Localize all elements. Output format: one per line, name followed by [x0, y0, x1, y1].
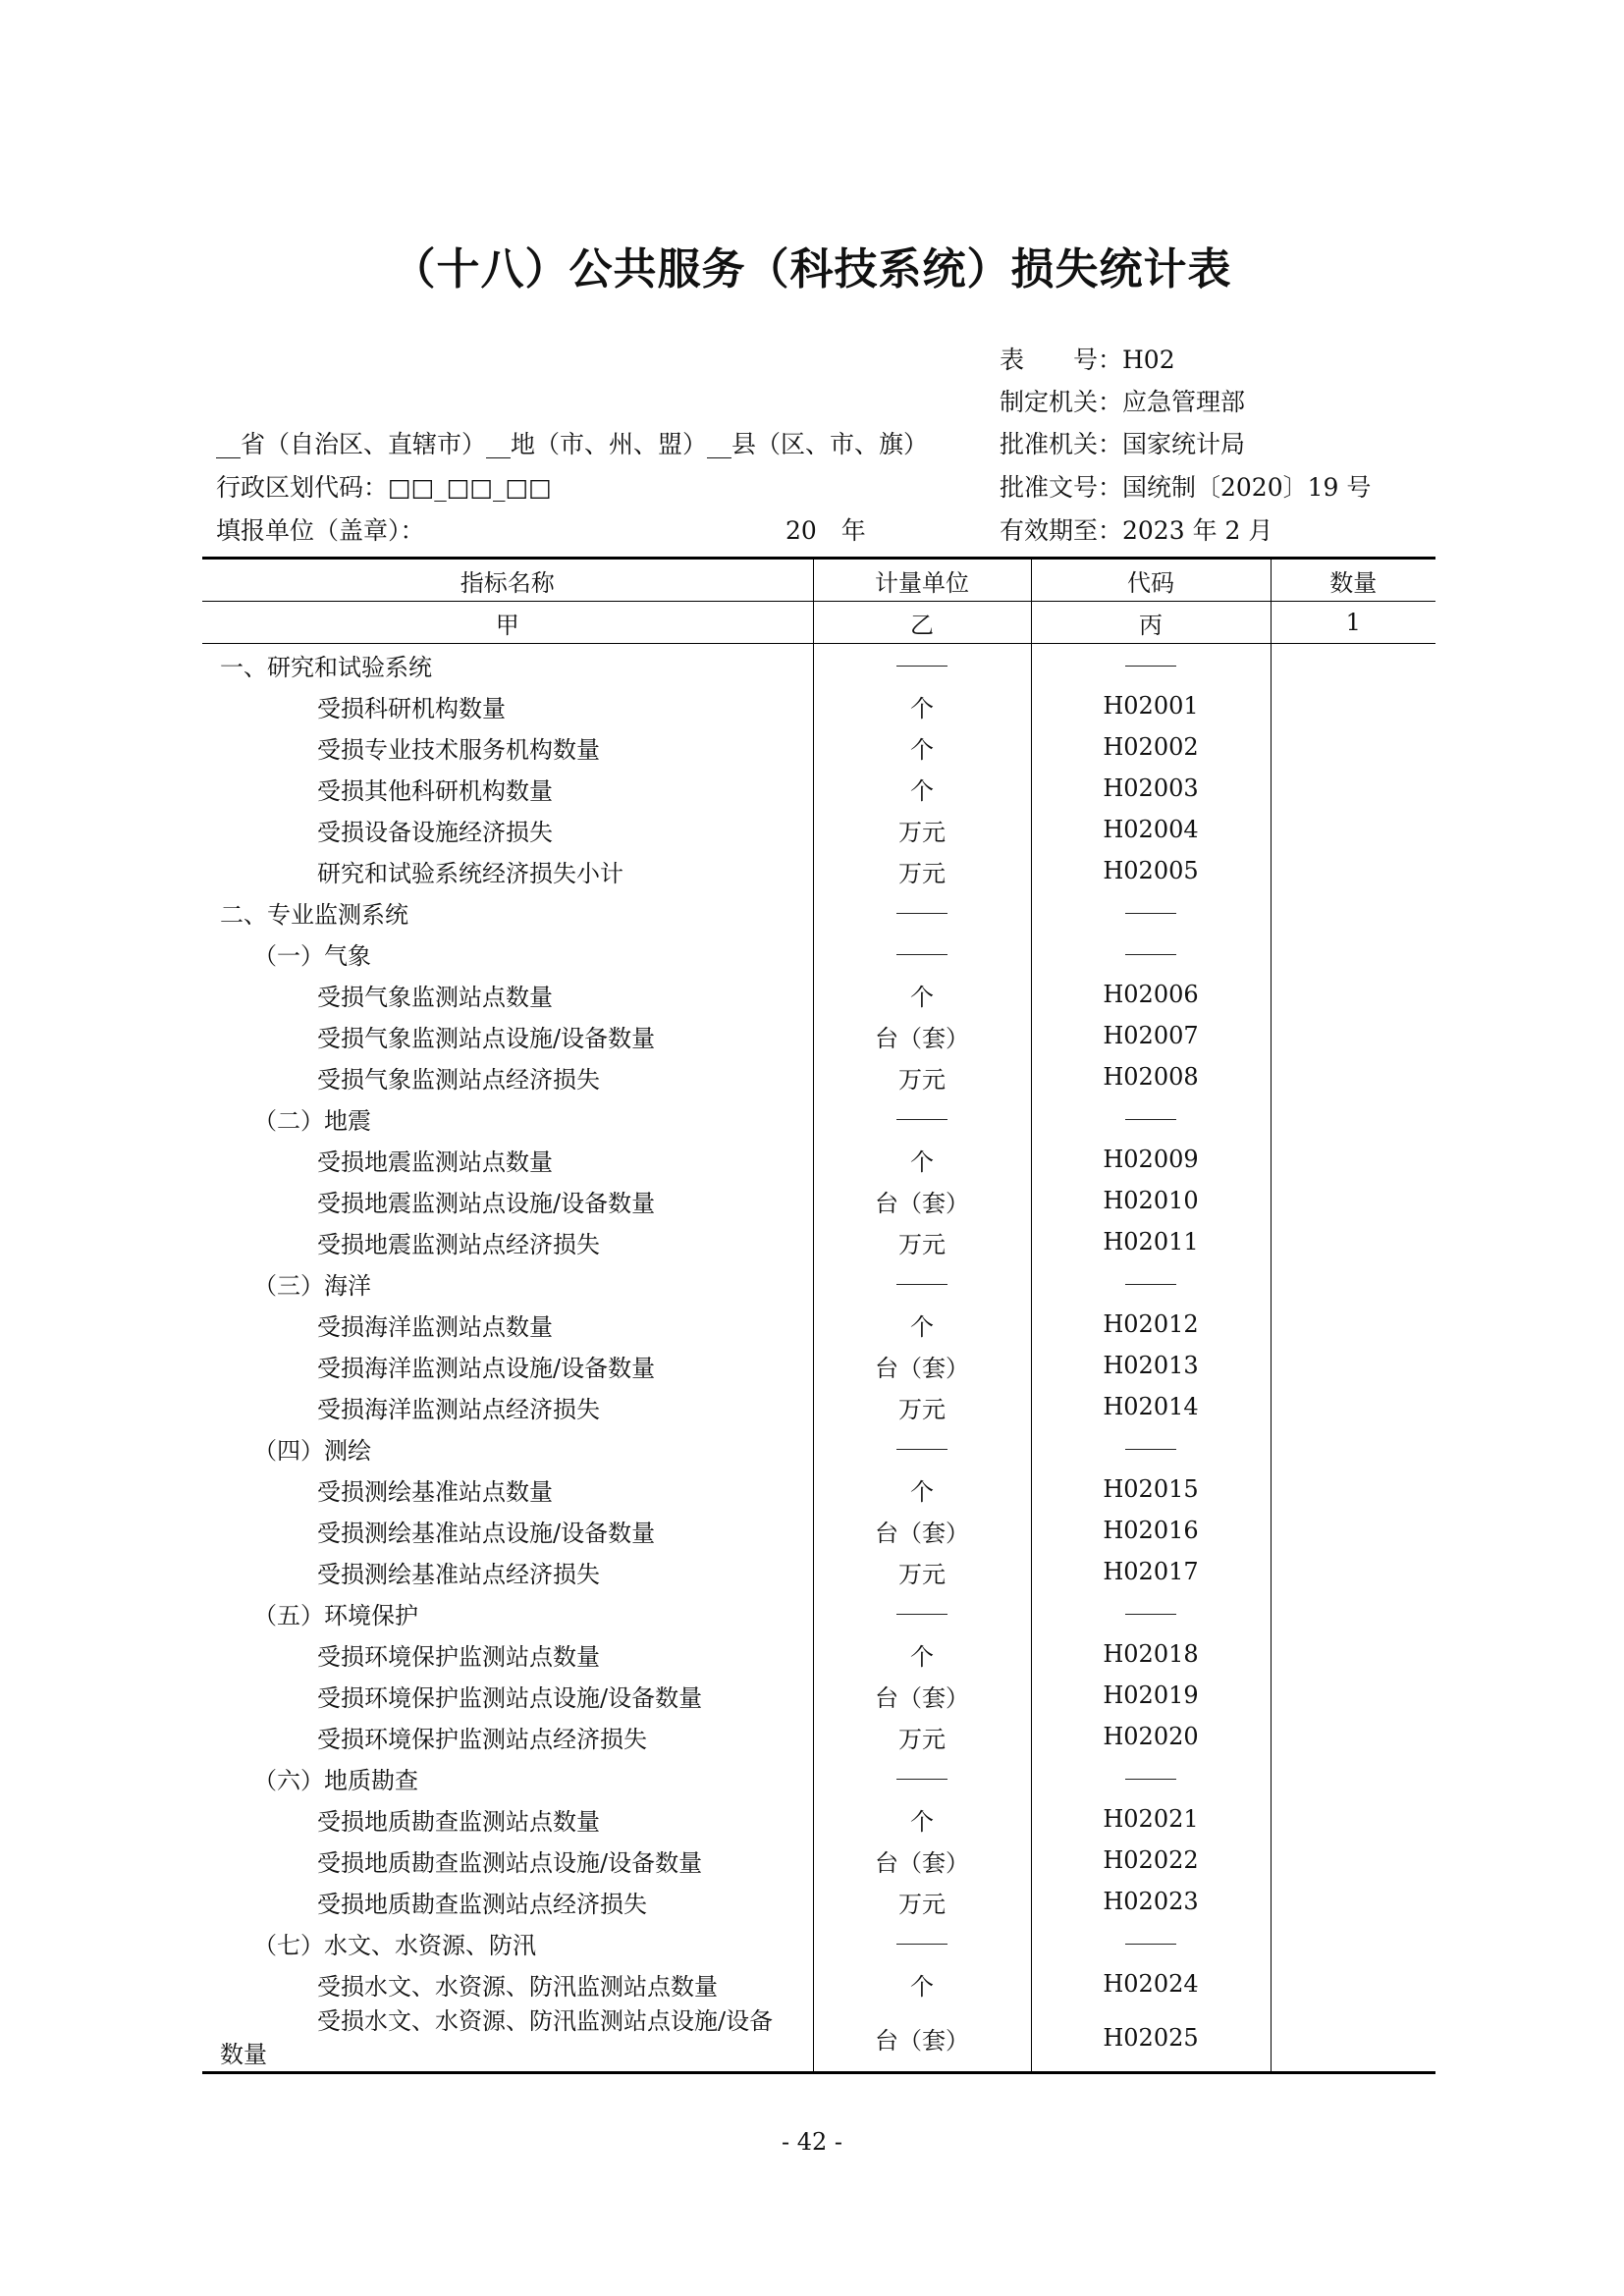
row-code: [1031, 1592, 1271, 1633]
row-name: （二）地震: [253, 1106, 371, 1135]
dash-placeholder: [896, 1119, 947, 1120]
table-row: [202, 933, 1435, 974]
table-row: [202, 1345, 1435, 1386]
table-row: [202, 809, 1435, 850]
header-unit: 计量单位: [813, 559, 1031, 602]
row-unit: 万元: [813, 850, 1031, 891]
row-code: H02017: [1031, 1551, 1271, 1592]
row-quantity-input[interactable]: [1271, 1551, 1435, 1592]
row-code: [1031, 1757, 1271, 1798]
meta-approving-authority: 批准机关：国家统计局: [1000, 430, 1246, 458]
row-quantity-input[interactable]: [1271, 1840, 1435, 1881]
row-quantity-input: [1271, 644, 1435, 686]
row-quantity-input: [1271, 1097, 1435, 1139]
row-code: H02018: [1031, 1633, 1271, 1675]
meta-form-number: 表 号：H02: [1000, 346, 1175, 374]
subheader-a: 甲: [202, 602, 813, 644]
row-quantity-input[interactable]: [1271, 1056, 1435, 1097]
row-name: 受损海洋监测站点经济损失: [317, 1395, 600, 1423]
row-name: 受损环境保护监测站点经济损失: [317, 1725, 647, 1753]
reporting-unit-field[interactable]: 填报单位（盖章）：: [216, 516, 425, 545]
meta-issuing-authority: 制定机关：应急管理部: [1000, 388, 1246, 416]
region-field[interactable]: __省（自治区、直辖市）__地（市、州、盟）__县（区、市、旗）: [216, 430, 929, 458]
row-quantity-input[interactable]: [1271, 1716, 1435, 1757]
row-quantity-input: [1271, 1427, 1435, 1468]
table-row: [202, 1262, 1435, 1304]
table-row: [202, 1139, 1435, 1180]
dash-placeholder: [1125, 1614, 1176, 1615]
row-code: [1031, 644, 1271, 686]
table-row: [202, 1592, 1435, 1633]
table-row: [202, 891, 1435, 933]
row-quantity-input[interactable]: [1271, 1345, 1435, 1386]
row-code: H02015: [1031, 1468, 1271, 1510]
row-code: H02022: [1031, 1840, 1271, 1881]
row-name: （七）水文、水资源、防汛: [253, 1931, 536, 1959]
row-code: H02003: [1031, 768, 1271, 809]
table-row: [202, 768, 1435, 809]
dash-placeholder: [896, 1449, 947, 1450]
row-unit: 个: [813, 1963, 1031, 2004]
row-name: 受损环境保护监测站点数量: [317, 1642, 600, 1671]
row-name: （四）测绘: [253, 1436, 371, 1465]
table-row: [202, 685, 1435, 726]
row-unit: 台（套）: [813, 1015, 1031, 1056]
dash-placeholder: [1125, 1119, 1176, 1120]
row-unit: [813, 891, 1031, 933]
row-name: 受损水文、水资源、防汛监测站点设施/设备 数量: [202, 2004, 813, 2073]
table-subheader-row: [202, 602, 1435, 644]
row-code: H02008: [1031, 1056, 1271, 1097]
row-unit: 万元: [813, 1221, 1031, 1262]
row-unit: 万元: [813, 1881, 1031, 1922]
row-unit: 个: [813, 768, 1031, 809]
table-row: [202, 1221, 1435, 1262]
row-unit: 个: [813, 726, 1031, 768]
row-unit: [813, 1592, 1031, 1633]
row-name: 受损地质勘查监测站点经济损失: [317, 1890, 647, 1918]
row-quantity-input[interactable]: [1271, 1386, 1435, 1427]
row-quantity-input[interactable]: [1271, 726, 1435, 768]
row-unit: 台（套）: [813, 1510, 1031, 1551]
row-name: 受损地质勘查监测站点设施/设备数量: [317, 1848, 703, 1877]
row-quantity-input: [1271, 1262, 1435, 1304]
row-code: H02011: [1031, 1221, 1271, 1262]
row-quantity-input: [1271, 1592, 1435, 1633]
row-code: [1031, 1097, 1271, 1139]
table-row: [202, 1304, 1435, 1345]
row-name: 受损测绘基准站点设施/设备数量: [317, 1519, 656, 1547]
table-row: [202, 644, 1435, 686]
dash-placeholder: [896, 913, 947, 914]
row-quantity-input: [1271, 1757, 1435, 1798]
row-unit: [813, 644, 1031, 686]
row-quantity-input[interactable]: [1271, 1180, 1435, 1221]
row-code: H02012: [1031, 1304, 1271, 1345]
row-name: 受损专业技术服务机构数量: [317, 735, 600, 764]
row-name: 研究和试验系统经济损失小计: [317, 859, 623, 887]
dash-placeholder: [896, 954, 947, 955]
row-name: 受损地震监测站点经济损失: [317, 1230, 600, 1258]
row-quantity-input: [1271, 891, 1435, 933]
table-row: [202, 1551, 1435, 1592]
dash-placeholder: [896, 1614, 947, 1615]
dash-placeholder: [1125, 1779, 1176, 1780]
table-header-row: [202, 559, 1435, 602]
row-quantity-input[interactable]: [1271, 974, 1435, 1015]
row-code: H02010: [1031, 1180, 1271, 1221]
row-quantity-input: [1271, 1922, 1435, 1963]
row-name: 受损海洋监测站点设施/设备数量: [317, 1354, 656, 1382]
row-unit: 个: [813, 1304, 1031, 1345]
row-quantity-input[interactable]: [1271, 1221, 1435, 1262]
dash-placeholder: [896, 666, 947, 667]
row-quantity-input[interactable]: [1271, 1881, 1435, 1922]
row-code: H02004: [1031, 809, 1271, 850]
dash-placeholder: [896, 1944, 947, 1945]
table-row: [202, 974, 1435, 1015]
row-code: H02006: [1031, 974, 1271, 1015]
year-field[interactable]: 20 年: [785, 516, 866, 545]
table-row: [202, 1510, 1435, 1551]
table-row: [202, 1015, 1435, 1056]
row-code: H02021: [1031, 1798, 1271, 1840]
row-quantity-input[interactable]: [1271, 1633, 1435, 1675]
row-quantity-input[interactable]: [1271, 768, 1435, 809]
row-unit: 个: [813, 1468, 1031, 1510]
row-quantity-input[interactable]: [1271, 1675, 1435, 1716]
row-name: 受损水文、水资源、防汛监测站点数量: [317, 1972, 718, 2001]
header-code: 代码: [1031, 559, 1271, 602]
table-row: [202, 726, 1435, 768]
row-unit: 台（套）: [813, 1840, 1031, 1881]
row-code: [1031, 1922, 1271, 1963]
dash-placeholder: [1125, 666, 1176, 667]
row-quantity-input[interactable]: [1271, 1304, 1435, 1345]
row-code: H02005: [1031, 850, 1271, 891]
table-row: [202, 1757, 1435, 1798]
table-row: [202, 1922, 1435, 1963]
row-code: H02007: [1031, 1015, 1271, 1056]
page-title: （十八）公共服务（科技系统）损失统计表: [392, 244, 1232, 294]
row-code: H02014: [1031, 1386, 1271, 1427]
row-name: 受损设备设施经济损失: [317, 818, 553, 846]
table-row: [202, 1180, 1435, 1221]
row-unit: [813, 933, 1031, 974]
region-code-field[interactable]: 行政区划代码：□□_□□_□□: [216, 473, 552, 502]
table-row: [202, 850, 1435, 891]
row-code: [1031, 1262, 1271, 1304]
row-name: 受损地震监测站点设施/设备数量: [317, 1189, 656, 1217]
row-quantity-input[interactable]: [1271, 2004, 1435, 2073]
row-unit: [813, 1922, 1031, 1963]
dash-placeholder: [1125, 1944, 1176, 1945]
dash-placeholder: [896, 1284, 947, 1285]
meta-valid-until: 有效期至：2023 年 2 月: [1000, 516, 1273, 545]
dash-placeholder: [1125, 1284, 1176, 1285]
row-code: H02023: [1031, 1881, 1271, 1922]
row-quantity-input: [1271, 933, 1435, 974]
row-name: 受损科研机构数量: [317, 694, 506, 722]
row-name: 受损海洋监测站点数量: [317, 1312, 553, 1341]
row-unit: [813, 1097, 1031, 1139]
meta-approval-number: 批准文号：国统制〔2020〕19 号: [1000, 473, 1372, 502]
row-code: [1031, 1427, 1271, 1468]
row-quantity-input[interactable]: [1271, 1139, 1435, 1180]
row-unit: 个: [813, 1798, 1031, 1840]
table-row: [202, 1468, 1435, 1510]
row-quantity-input[interactable]: [1271, 1468, 1435, 1510]
row-code: H02001: [1031, 685, 1271, 726]
row-name: 一、研究和试验系统: [220, 653, 432, 681]
row-name: 受损气象监测站点设施/设备数量: [317, 1024, 656, 1052]
row-code: H02025: [1031, 2004, 1271, 2073]
row-code: [1031, 891, 1271, 933]
row-name: 二、专业监测系统: [220, 900, 408, 929]
row-code: H02013: [1031, 1345, 1271, 1386]
row-name: 受损地震监测站点数量: [317, 1148, 553, 1176]
row-unit: 个: [813, 685, 1031, 726]
row-unit: 台（套）: [813, 1345, 1031, 1386]
row-unit: 万元: [813, 1056, 1031, 1097]
subheader-d: 1: [1271, 602, 1435, 644]
subheader-b: 乙: [813, 602, 1031, 644]
dash-placeholder: [896, 1779, 947, 1780]
row-unit: 台（套）: [813, 2004, 1031, 2073]
row-name: （一）气象: [253, 941, 371, 970]
row-name: 受损气象监测站点数量: [317, 983, 553, 1011]
row-unit: 万元: [813, 1386, 1031, 1427]
row-unit: [813, 1757, 1031, 1798]
table-row: [202, 1716, 1435, 1757]
header-quantity: 数量: [1271, 559, 1435, 602]
row-code: H02024: [1031, 1963, 1271, 2004]
table-row: [202, 1097, 1435, 1139]
row-unit: 个: [813, 1633, 1031, 1675]
row-quantity-input[interactable]: [1271, 809, 1435, 850]
row-code: H02016: [1031, 1510, 1271, 1551]
page-number: - 42 -: [781, 2128, 842, 2156]
row-unit: 万元: [813, 1716, 1031, 1757]
table-row: [202, 1798, 1435, 1840]
row-name: （五）环境保护: [253, 1601, 418, 1629]
row-unit: 个: [813, 974, 1031, 1015]
row-quantity-input[interactable]: [1271, 850, 1435, 891]
row-unit: [813, 1262, 1031, 1304]
dash-placeholder: [1125, 954, 1176, 955]
row-quantity-input[interactable]: [1271, 1963, 1435, 2004]
table-row: [202, 1675, 1435, 1716]
row-code: H02019: [1031, 1675, 1271, 1716]
row-unit: 万元: [813, 1551, 1031, 1592]
table-row: [202, 1056, 1435, 1097]
row-name: 受损地质勘查监测站点数量: [317, 1807, 600, 1836]
table-row: [202, 1633, 1435, 1675]
row-name: （三）海洋: [253, 1271, 371, 1300]
row-quantity-input[interactable]: [1271, 1015, 1435, 1056]
subheader-c: 丙: [1031, 602, 1271, 644]
row-code: H02002: [1031, 726, 1271, 768]
dash-placeholder: [1125, 1449, 1176, 1450]
row-code: [1031, 933, 1271, 974]
header-indicator-name: 指标名称: [202, 559, 813, 602]
table-row: [202, 1963, 1435, 2004]
table-row: [202, 1427, 1435, 1468]
row-name: （六）地质勘查: [253, 1766, 418, 1794]
row-code: H02009: [1031, 1139, 1271, 1180]
row-name: 受损其他科研机构数量: [317, 776, 553, 805]
statistics-table: [202, 557, 1435, 2074]
row-unit: 个: [813, 1139, 1031, 1180]
row-name: 受损气象监测站点经济损失: [317, 1065, 600, 1094]
row-unit: 台（套）: [813, 1675, 1031, 1716]
row-name: 受损测绘基准站点经济损失: [317, 1560, 600, 1588]
row-quantity-input[interactable]: [1271, 1510, 1435, 1551]
row-name: 受损测绘基准站点数量: [317, 1477, 553, 1506]
table-body: [202, 644, 1435, 2005]
row-quantity-input[interactable]: [1271, 1798, 1435, 1840]
table-row-last: [202, 2004, 1435, 2073]
row-unit: [813, 1427, 1031, 1468]
row-quantity-input[interactable]: [1271, 685, 1435, 726]
table-row: [202, 1881, 1435, 1922]
row-code: H02020: [1031, 1716, 1271, 1757]
row-name: 受损环境保护监测站点设施/设备数量: [317, 1683, 703, 1712]
row-unit: 台（套）: [813, 1180, 1031, 1221]
dash-placeholder: [1125, 913, 1176, 914]
table-row: [202, 1840, 1435, 1881]
row-unit: 万元: [813, 809, 1031, 850]
table-row: [202, 1386, 1435, 1427]
